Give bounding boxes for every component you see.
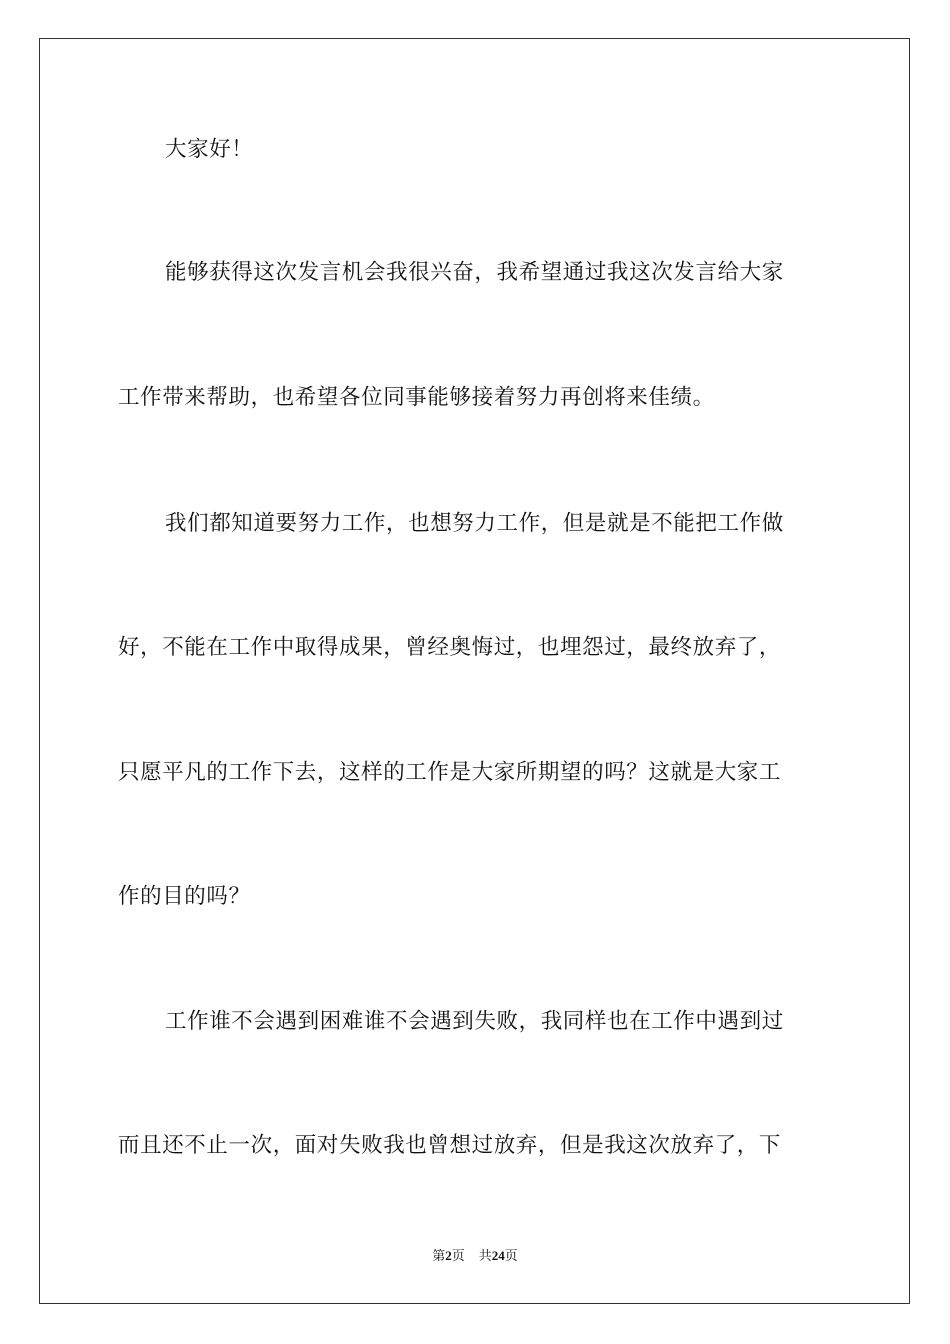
page-border [39,38,910,1304]
footer-page-prefix: 第 [432,1249,446,1264]
paragraph-1-line-2: 工作带来帮助，也希望各位同事能够接着努力再创将来佳绩。 [118,385,715,410]
footer-page-number: 2 [445,1248,452,1263]
footer-total-pages: 24 [491,1248,505,1263]
paragraph-2-line-3: 只愿平凡的工作下去，这样的工作是大家所期望的吗？这就是大家工 [118,760,782,785]
greeting-line: 大家好！ [165,137,254,162]
paragraph-2-line-2: 好，不能在工作中取得成果，曾经奥悔过，也埋怨过，最终放弃了， [118,635,782,660]
paragraph-2-line-4: 作的目的吗？ [118,884,251,909]
footer-total-suffix: 页 [504,1249,518,1264]
paragraph-3-line-1: 工作谁不会遇到困难谁不会遇到失败，我同样也在工作中遇到过 [165,1009,784,1034]
page-footer [0,1247,950,1266]
paragraph-3-line-2: 而且还不止一次，面对失败我也曾想过放弃，但是我这次放弃了，下 [118,1133,782,1158]
footer-total-prefix: 共 [478,1249,492,1264]
footer-page-suffix: 页 [451,1249,465,1264]
paragraph-1-line-1: 能够获得这次发言机会我很兴奋，我希望通过我这次发言给大家 [165,260,784,285]
paragraph-2-line-1: 我们都知道要努力工作，也想努力工作，但是就是不能把工作做 [165,511,784,536]
